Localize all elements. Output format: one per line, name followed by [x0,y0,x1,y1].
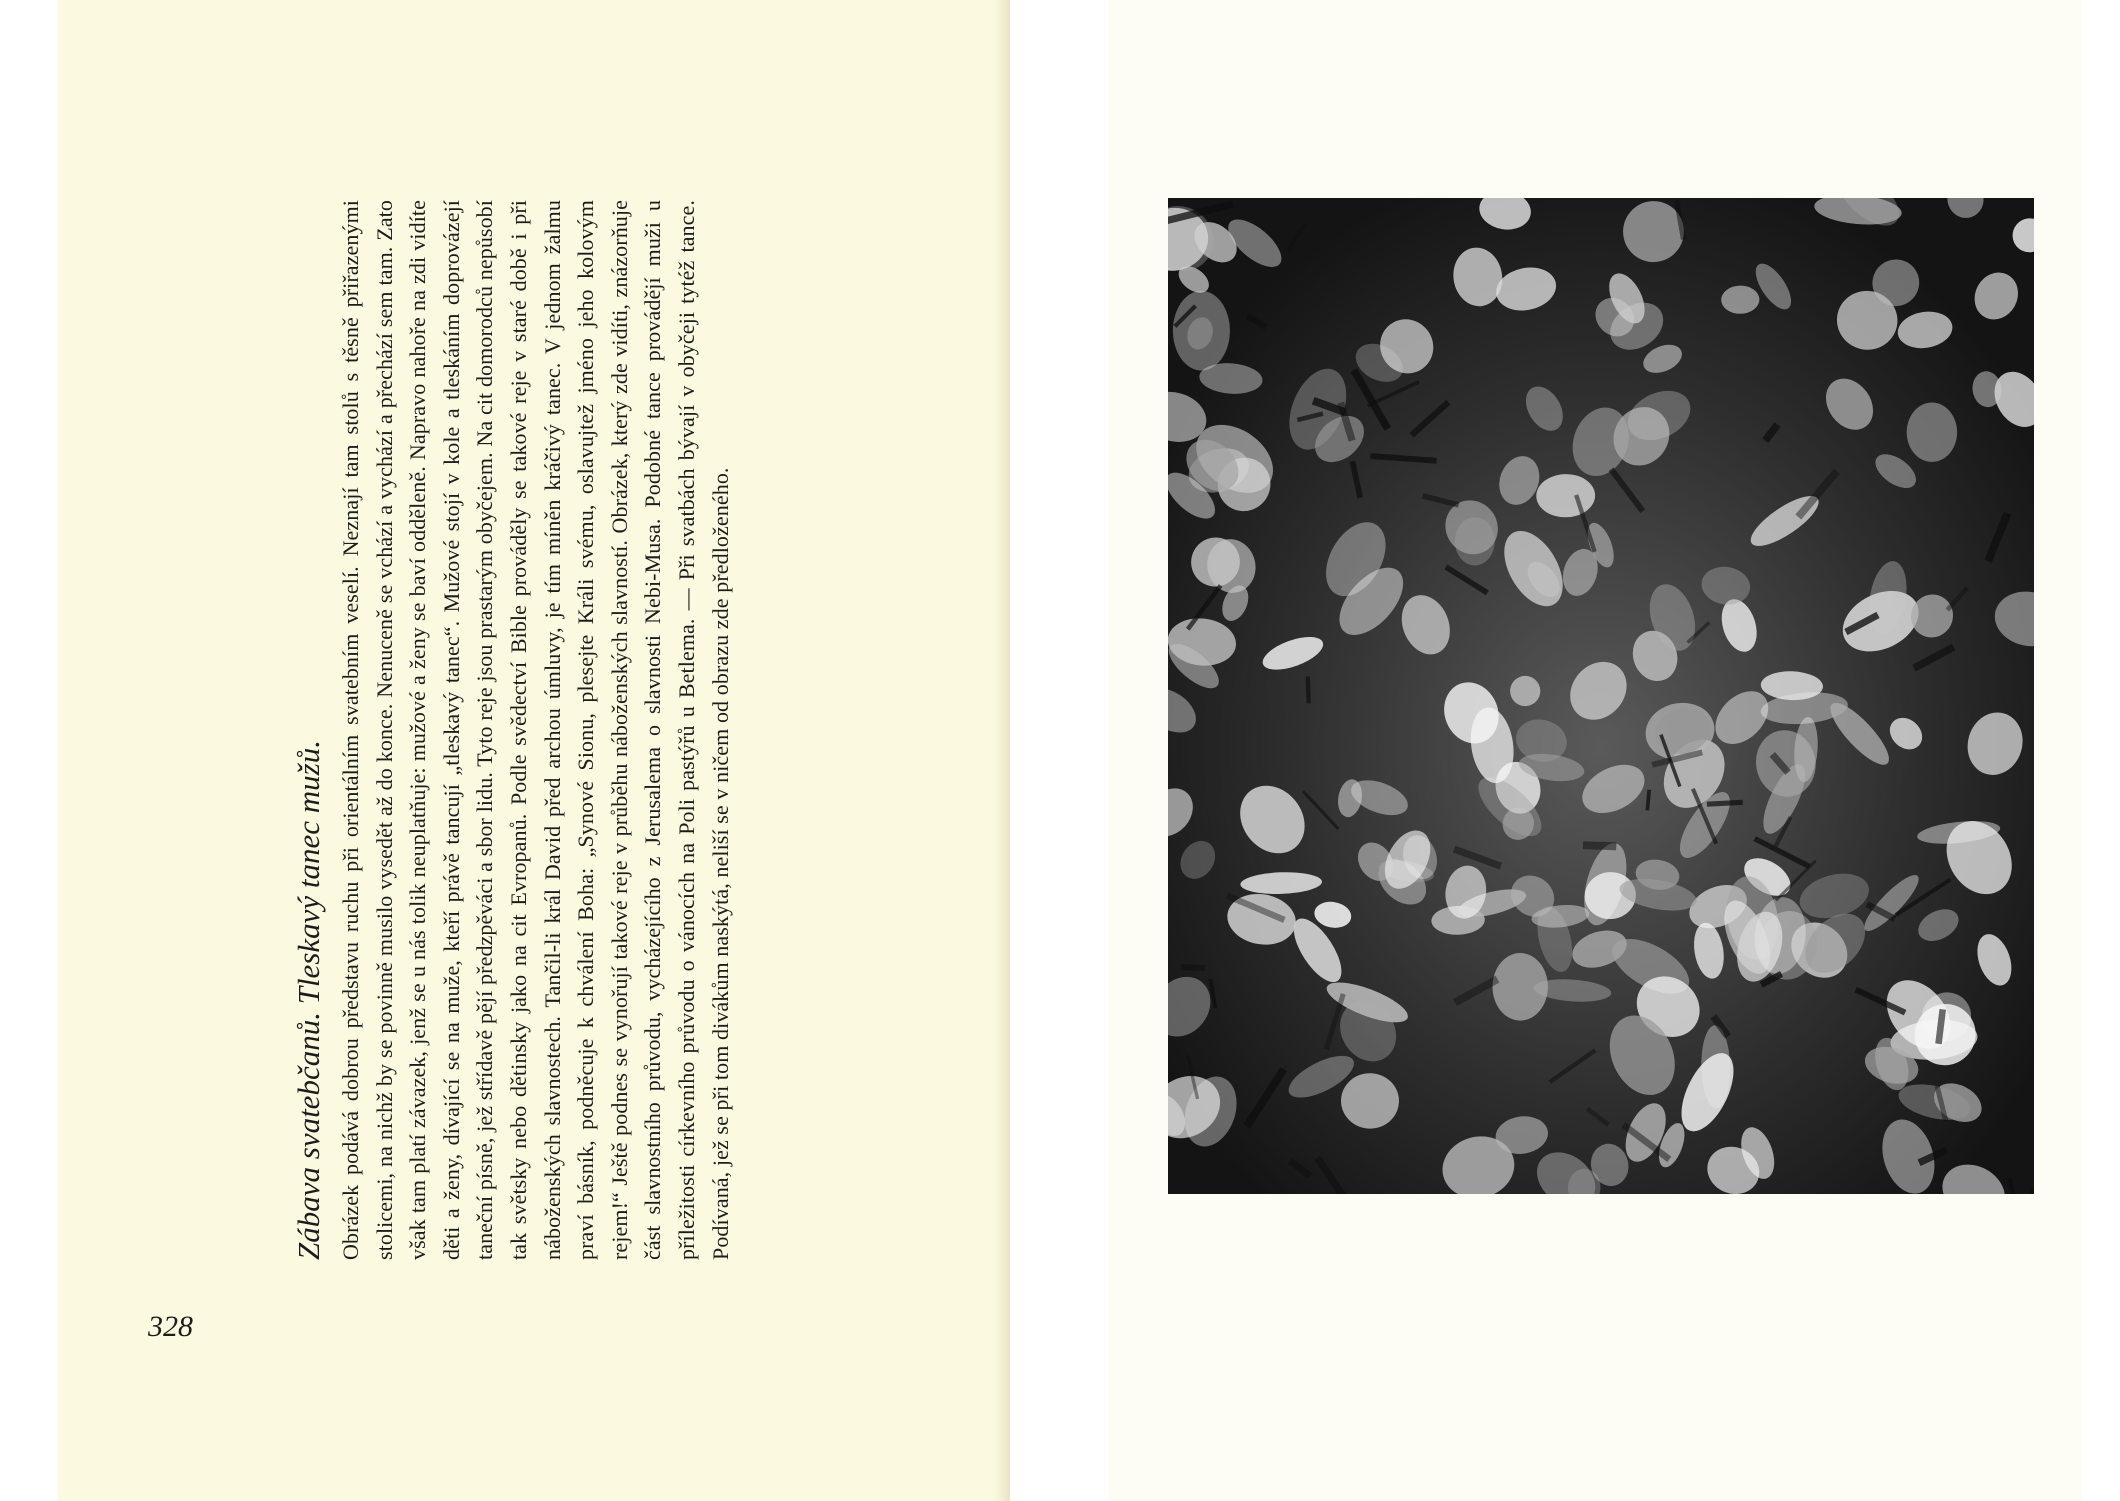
body-text: Obrázek podává dobrou představu ruchu při orientálním svatebním veselí. Neznají tam stolů s těsně přiřazenými stolicemi, na nichž by se povinně musilo vysedět až do konce. Nenuceně se vchází a vychází a přechází sem tam. Zato však tam platí závazek, jenž se u nás tolik neuplatňuje: mužové a ženy se baví odděleně. Napravo nahoře na zdi vidíte děti a ženy, dívající se na muže, kteří právě tancují „tleskavý tanec“. Mužové stojí v kole a tleskáním doprovázejí taneční písně, jež střídavě pějí předzpěváci a sbor lidu. Tyto reje jsou prastarým obyčejem. Na cit domorodců nepůsobí tak světsky nebo dětinsky jako na cit Evropanů. Podle svědectví Bible prováděly se takové reje v staré době i při náboženských slavnostech. Tančil-li král David před archou úmluvy, je tím míněn kráčivý tanec. V jednom žalmu praví básník, podněcuje k chválení Boha: „Synové Sionu, plesejte Králi svému, oslavujtež jméno jeho kolovým rejem!“ Ještě podnes se vynořují takové reje v průběhu náboženských slavností. Obrázek, který zde vidíti, znázorňuje část slavnostního průvodu, vycházejícího z Jerusalema o slavnosti Nebi-Musa. Podobné tance provádějí muži u příležitosti církevního průvodu o vánocích na Poli pastýřů u Betlema. — Při svatbách bývají v obyčeji tytéž tance. Podívaná, jež se při tom divákům naskýtá, neliší se v ničem od obrazu zde předloženého. [338,200,733,1260]
page-number: 328 [148,1310,193,1343]
gutter-shadow [994,0,1010,1501]
men-dancing-photo [1168,198,2034,1194]
photo-texture-stroke [1583,841,1617,850]
caption: Zábava svatebčanů. Tleskavý tanec mužů. [291,740,326,1260]
photo-illustration [1168,198,2034,1194]
photo-texture-stroke [1181,964,1205,971]
photo-texture-blob [1173,291,1230,371]
photo-texture-blob [1907,403,1957,462]
rotated-text-block [290,200,850,1260]
photo-texture-blob [1455,517,1495,565]
